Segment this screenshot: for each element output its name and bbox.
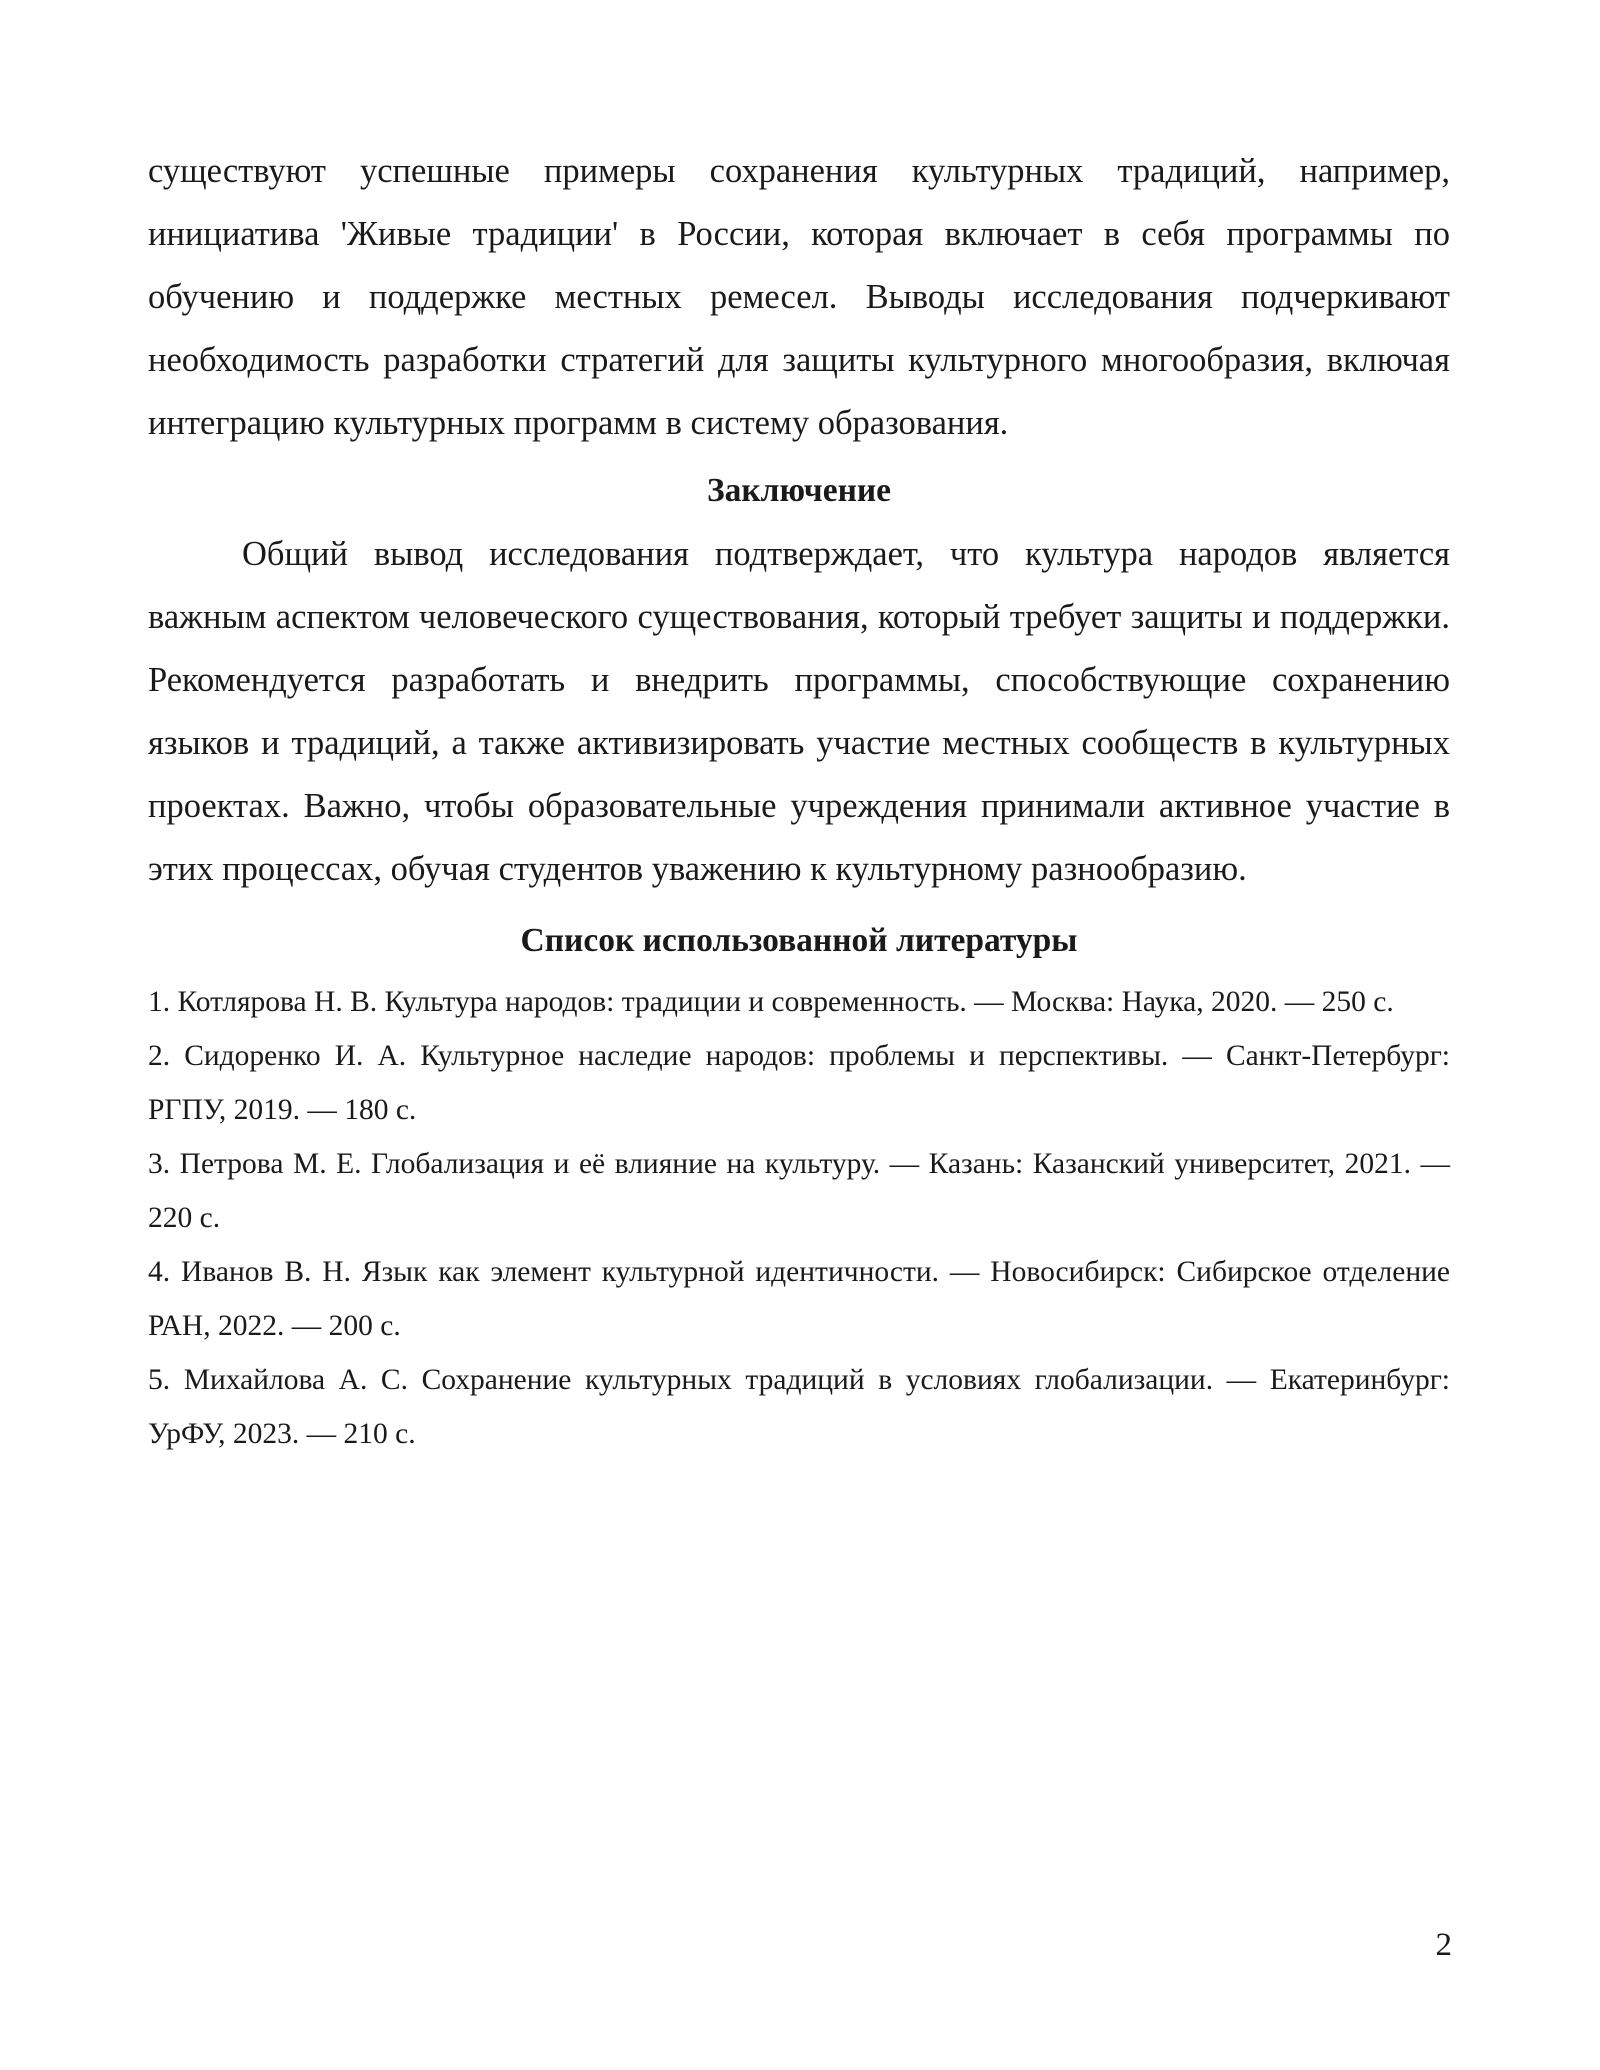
intro-paragraph: существуют успешные примеры сохранения культурных традиций, например, инициатива 'Живые традиции' в России, которая включает в себя программы по обучению и поддержке местных ремесел. Выводы исследования подчеркивают необходимость разработки стратегий для защиты культурного многообразия, включая интеграцию культурных программ в систему образования. (148, 152, 1450, 442)
reference-item: 1. Котлярова Н. В. Культура народов: традиции и современность. — Москва: Наука, 2020. — 250 с. (148, 986, 1394, 1018)
references-list (148, 975, 1450, 1461)
reference-item: 5. Михайлова А. С. Сохранение культурных традиций в условиях глобализации. — Екатеринбург: УрФУ, 2023. — 210 с. (148, 1364, 1450, 1450)
reference-item: 3. Петрова М. Е. Глобализация и её влияние на культуру. — Казань: Казанский университет, 2021. — 220 с. (148, 1148, 1450, 1234)
conclusion-heading: Заключение (706, 472, 892, 509)
conclusion-paragraph: Общий вывод исследования подтверждает, что культура народов является важным аспектом человеческого существования, который требует защиты и поддержки. Рекомендуется разработать и внедрить программы, способствующие сохранению языков и традиций, а также активизировать участие местных сообществ в культурных проектах. Важно, чтобы образовательные учреждения принимали активное участие в этих процессах, обучая студентов уважению к культурному разнообразию. (148, 535, 1450, 888)
reference-item: 2. Сидоренко И. А. Культурное наследие народов: проблемы и перспективы. — Санкт-Петербург: РГПУ, 2019. — 180 с. (148, 1040, 1450, 1126)
references-heading: Список использованной литературы (520, 922, 1078, 959)
page-content (148, 140, 1450, 1461)
reference-item: 4. Иванов В. Н. Язык как элемент культурной идентичности. — Новосибирск: Сибирское отделение РАН, 2022. — 200 с. (148, 1256, 1450, 1342)
page-number: 2 (1435, 1927, 1452, 1963)
